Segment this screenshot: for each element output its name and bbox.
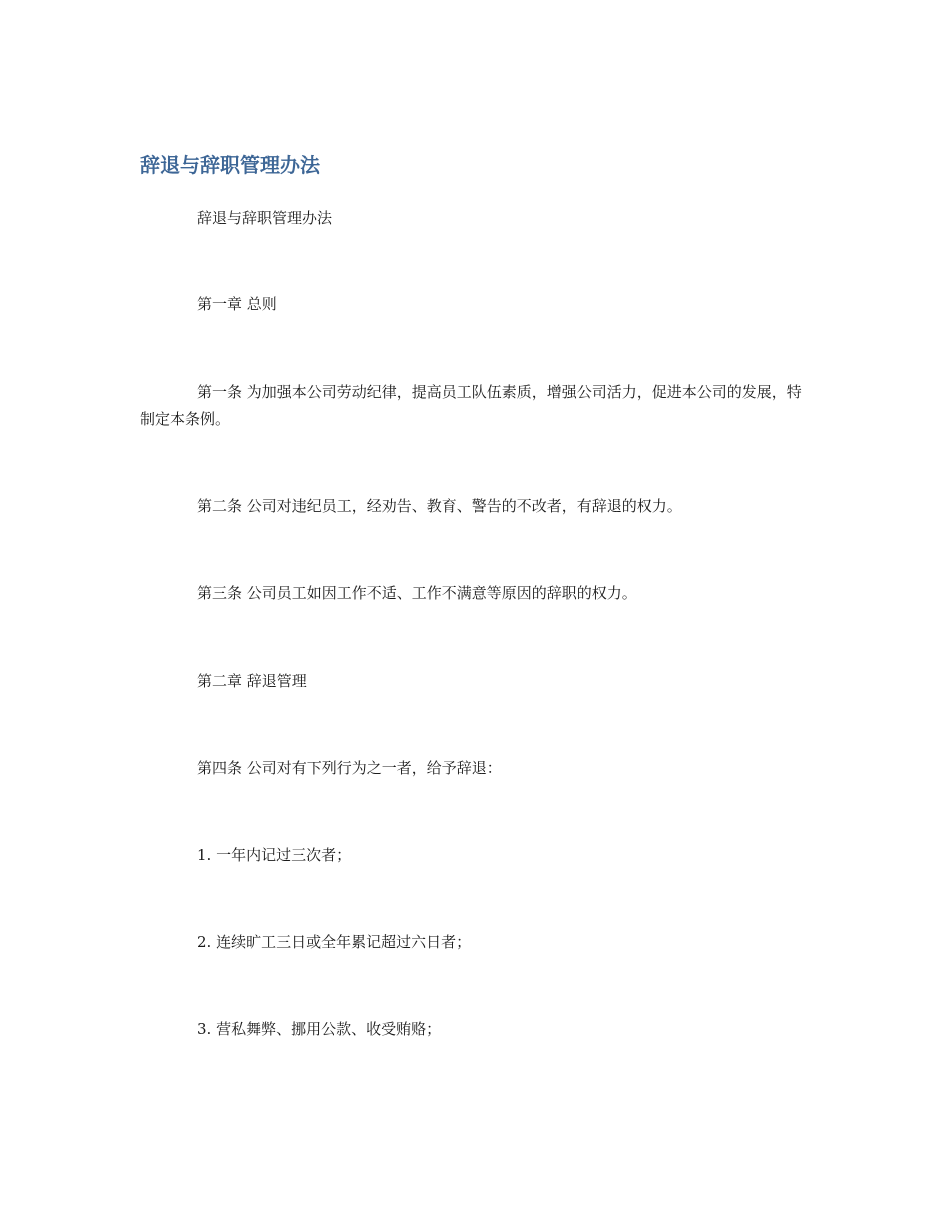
article-paragraph: 第一条 为加强本公司劳动纪律，提高员工队伍素质，增强公司活力，促进本公司的发展，特制定本条例。 xyxy=(140,383,802,428)
list-item: 2. 连续旷工三日或全年累记超过六日者； xyxy=(197,933,472,951)
list-item: 3. 营私舞弊、挪用公款、收受贿赂； xyxy=(197,1020,442,1038)
article-paragraph: 第二条 公司对违纪员工，经劝告、教育、警告的不改者，有辞退的权力。 xyxy=(197,497,682,515)
list-item: 1. 一年内记过三次者； xyxy=(197,846,352,864)
chapter-heading: 第一章 总则 xyxy=(197,295,277,313)
document-title: 辞退与辞职管理办法 xyxy=(140,153,320,177)
article-paragraph: 第三条 公司员工如因工作不适、工作不满意等原因的辞职的权力。 xyxy=(197,584,637,602)
document-subtitle: 辞退与辞职管理办法 xyxy=(197,209,333,227)
article-paragraph: 第四条 公司对有下列行为之一者，给予辞退： xyxy=(197,759,502,777)
chapter-heading: 第二章 辞退管理 xyxy=(197,672,307,690)
